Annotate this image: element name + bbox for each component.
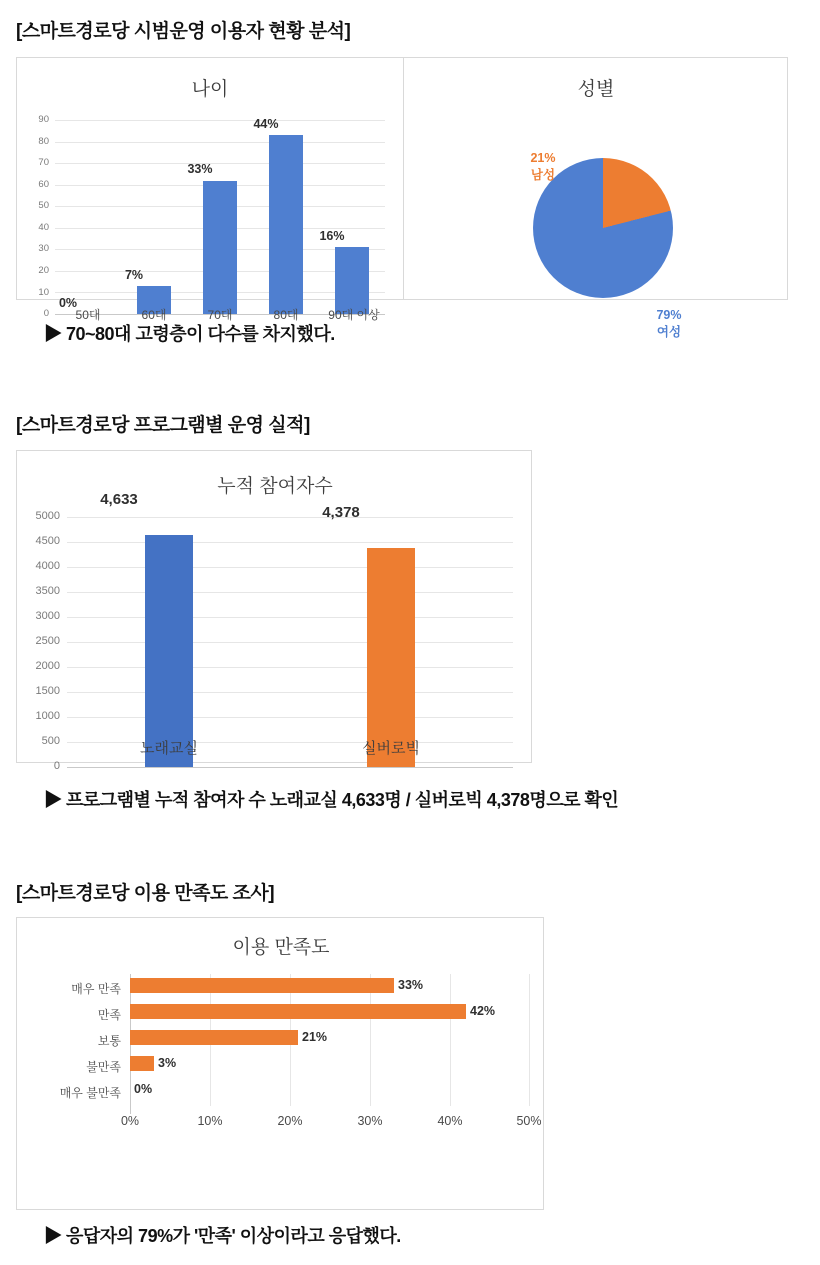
satisfaction-category-labels bbox=[25, 974, 125, 1106]
chart-title-age: 나이 bbox=[191, 79, 229, 100]
gridline bbox=[67, 692, 513, 693]
bar-age-70 bbox=[203, 181, 237, 315]
cum-xtick: 실버로빅 bbox=[362, 740, 420, 757]
section-bullet-2: ▶ 프로그램별 누적 참여자 수 노래교실 4,633명 / 실버로빅 4,378명으로 확인 bbox=[44, 790, 619, 810]
section-bullet-1: ▶ 70~80대 고령층이 다수를 차지했다. bbox=[44, 324, 335, 344]
age-ytick: 70 bbox=[38, 157, 49, 168]
cumulative-y-axis-labels bbox=[17, 510, 63, 772]
cum-ytick: 5000 bbox=[35, 510, 60, 522]
gridline bbox=[67, 542, 513, 543]
age-value-label: 44% bbox=[253, 117, 279, 131]
cum-ytick: 3000 bbox=[35, 610, 60, 622]
cum-value-label: 4,378 bbox=[322, 504, 360, 521]
pie-female-name: 여성 bbox=[656, 325, 682, 339]
age-ytick: 90 bbox=[38, 114, 49, 125]
cum-ytick: 2000 bbox=[35, 660, 60, 672]
sat-xtick: 10% bbox=[197, 1114, 223, 1128]
cum-ytick: 0 bbox=[53, 760, 60, 772]
pie-male-percent: 21% bbox=[530, 151, 556, 165]
sat-value-label: 0% bbox=[134, 1082, 153, 1096]
pie-label-female bbox=[639, 308, 699, 340]
age-ytick: 0 bbox=[43, 308, 49, 319]
cum-ytick: 1500 bbox=[35, 685, 60, 697]
hbar-very-satisfied bbox=[130, 978, 394, 993]
cum-ytick: 4000 bbox=[35, 560, 60, 572]
section-heading-1: [스마트경로당 시범운영 이용자 현황 분석] bbox=[16, 21, 351, 42]
age-value-label: 16% bbox=[319, 229, 345, 243]
sat-xtick: 20% bbox=[277, 1114, 303, 1128]
section-bullet-3: ▶ 응답자의 79%가 '만족' 이상이라고 응답했다. bbox=[44, 1226, 401, 1246]
satisfaction-plot-area bbox=[130, 974, 530, 1106]
cum-ytick: 1000 bbox=[35, 710, 60, 722]
chart-title-satisfaction: 이용 만족도 bbox=[232, 937, 330, 958]
age-value-label: 0% bbox=[58, 296, 78, 310]
chart-card-cumulative bbox=[16, 450, 532, 772]
bar-age-90 bbox=[335, 247, 369, 314]
age-ytick: 40 bbox=[38, 221, 49, 233]
bar-age-80 bbox=[269, 135, 303, 314]
gridline bbox=[67, 517, 513, 518]
bar-noraegyosil bbox=[145, 535, 193, 767]
gridline bbox=[67, 667, 513, 668]
gridline bbox=[55, 142, 385, 143]
age-xtick: 50대 bbox=[75, 308, 101, 322]
section-heading-2: [스마트경로당 프로그램별 운영 실적] bbox=[16, 415, 310, 436]
sat-category: 불만족 bbox=[86, 1060, 121, 1074]
age-ytick: 50 bbox=[38, 200, 49, 212]
age-value-label: 7% bbox=[124, 268, 144, 282]
gridline bbox=[370, 974, 371, 1106]
cum-ytick: 3500 bbox=[35, 585, 60, 597]
cum-xtick: 노래교실 bbox=[140, 740, 198, 757]
sat-xtick: 0% bbox=[120, 1114, 140, 1128]
gridline bbox=[529, 974, 530, 1106]
age-ytick: 60 bbox=[38, 178, 49, 190]
gridline bbox=[67, 617, 513, 618]
age-ytick: 20 bbox=[38, 264, 49, 276]
sat-category: 매우 불만족 bbox=[59, 1086, 121, 1100]
age-xtick: 60대 bbox=[141, 308, 167, 322]
age-ytick: 80 bbox=[38, 135, 49, 147]
sat-xtick: 50% bbox=[516, 1114, 542, 1128]
pie-female-percent: 79% bbox=[656, 308, 682, 322]
cumulative-plot-area bbox=[67, 517, 513, 767]
age-plot-area bbox=[55, 120, 385, 314]
sat-category: 만족 bbox=[97, 1008, 121, 1022]
sat-xtick: 30% bbox=[357, 1114, 383, 1128]
pie-male-name: 남성 bbox=[530, 168, 556, 182]
pie-label-male bbox=[513, 151, 573, 183]
cum-ytick: 4500 bbox=[35, 535, 60, 547]
cum-ytick: 2500 bbox=[35, 635, 60, 647]
gridline bbox=[450, 974, 451, 1106]
cum-ytick: 500 bbox=[41, 735, 60, 747]
sat-value-label: 21% bbox=[302, 1030, 328, 1044]
gridline bbox=[67, 642, 513, 643]
age-xtick: 70대 bbox=[207, 308, 233, 322]
gridline bbox=[67, 592, 513, 593]
gridline bbox=[55, 120, 385, 121]
hbar-satisfied bbox=[130, 1004, 466, 1019]
age-xtick: 90대 이상 bbox=[328, 308, 380, 322]
hbar-neutral bbox=[130, 1030, 298, 1045]
x-axis-line bbox=[67, 767, 513, 768]
gridline bbox=[67, 717, 513, 718]
sat-xtick: 40% bbox=[437, 1114, 463, 1128]
chart-title-gender: 성별 bbox=[577, 79, 615, 100]
bar-silverobic bbox=[367, 548, 415, 767]
age-value-label: 33% bbox=[187, 162, 213, 176]
sat-value-label: 3% bbox=[158, 1056, 177, 1070]
sat-value-label: 42% bbox=[470, 1004, 496, 1018]
cum-value-label: 4,633 bbox=[100, 491, 138, 508]
hbar-dissatisfied bbox=[130, 1056, 154, 1071]
age-ytick: 10 bbox=[38, 286, 49, 298]
age-xtick: 80대 bbox=[273, 308, 299, 322]
gridline bbox=[67, 567, 513, 568]
age-ytick: 30 bbox=[38, 243, 49, 255]
sat-category: 매우 만족 bbox=[71, 982, 121, 996]
age-y-axis-labels bbox=[17, 114, 51, 319]
chart-title-cumulative: 누적 참여자수 bbox=[217, 476, 333, 497]
sat-value-label: 33% bbox=[398, 978, 424, 992]
sat-category: 보통 bbox=[97, 1034, 121, 1048]
section-heading-3: [스마트경로당 이용 만족도 조사] bbox=[16, 883, 275, 904]
chart-card-satisfaction bbox=[16, 917, 544, 1210]
